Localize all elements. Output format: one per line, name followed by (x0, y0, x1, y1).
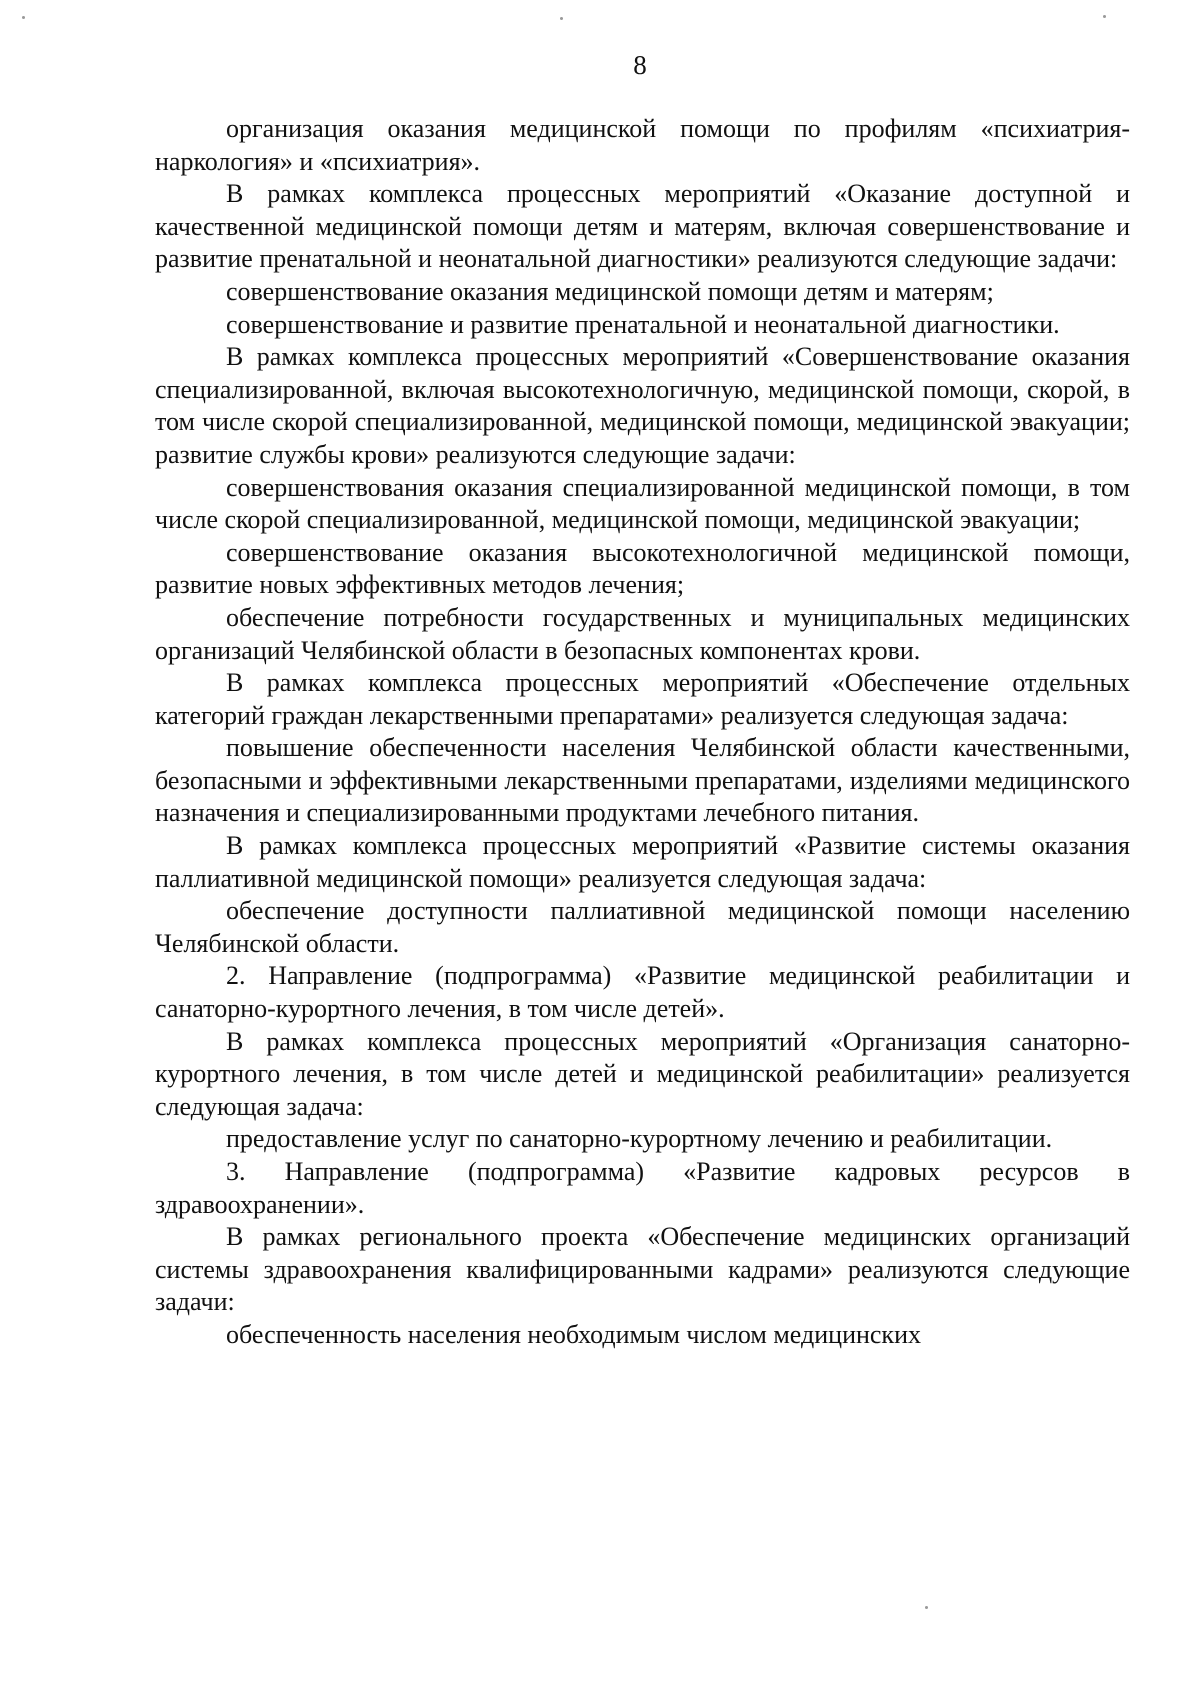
paragraph: обеспечение доступности паллиативной медицинской помощи населению Челябинской области. (155, 896, 1130, 958)
document-body (155, 113, 1130, 1352)
paragraph: совершенствование оказания высокотехнологичной медицинской помощи, развитие новых эффективных методов лечения; (155, 537, 1130, 600)
paragraph: В рамках комплекса процессных мероприятий «Развитие системы оказания паллиативной медицинской помощи» реализуется следующая задача: (155, 831, 1130, 893)
scan-speck (22, 16, 25, 19)
paragraph: повышение обеспеченности населения Челябинской области качественными, безопасными и эффективными лекарственными препаратами, изделиями медицинского назначения и специализированными продуктами лечебного питания. (155, 733, 1130, 828)
paragraph: В рамках комплекса процессных мероприятий «Совершенствование оказания специализированной, включая высокотехнологичную, медицинской помощи, скорой, в том числе скорой специализированной, медицинской помощи, медицинской эвакуации; развитие службы крови» реализуются следующие задачи: (155, 342, 1130, 469)
paragraph: 3. Направление (подпрограмма) «Развитие кадровых ресурсов в здравоохранении». (155, 1157, 1130, 1219)
paragraph: В рамках комплекса процессных мероприятий «Организация санаторно-курортного лечения, в том числе детей и медицинской реабилитации» реализуется следующая задача: (155, 1026, 1130, 1121)
scan-speck (925, 1606, 928, 1609)
paragraph: 2. Направление (подпрограмма) «Развитие медицинской реабилитации и санаторно-курортного лечения, в том числе детей». (155, 961, 1130, 1024)
paragraph: совершенствование оказания медицинской помощи детям и матерям; (226, 276, 994, 306)
paragraph: В рамках комплекса процессных мероприятий «Оказание доступной и качественной медицинской помощи детям и матерям, включая совершенствование и развитие пренатальной и неонатальной диагностики» реализуются следующие задачи: (155, 179, 1130, 274)
paragraph: В рамках регионального проекта «Обеспечение медицинских организаций системы здравоохранения квалифицированными кадрами» реализуются следующие задачи: (155, 1222, 1130, 1317)
paragraph: совершенствование и развитие пренатальной и неонатальной диагностики. (226, 309, 1060, 339)
scan-speck (560, 17, 563, 20)
paragraph: обеспечение потребности государственных и муниципальных медицинских организаций Челябинской области в безопасных компонентах крови. (155, 602, 1130, 665)
paragraph: обеспеченность населения необходимым числом медицинских (226, 1319, 921, 1349)
paragraph: В рамках комплекса процессных мероприятий «Обеспечение отдельных категорий граждан лекарственными препаратами» реализуется следующая задача: (155, 668, 1130, 730)
page-number: 8 (633, 50, 647, 80)
paragraph: предоставление услуг по санаторно-курортному лечению и реабилитации. (226, 1124, 1053, 1154)
paragraph: организация оказания медицинской помощи по профилям «психиатрия-наркология» и «психиатрия». (155, 114, 1130, 176)
scan-speck (1103, 15, 1106, 18)
paragraph: совершенствования оказания специализированной медицинской помощи, в том числе скорой специализированной, медицинской помощи, медицинской эвакуации; (155, 472, 1130, 535)
